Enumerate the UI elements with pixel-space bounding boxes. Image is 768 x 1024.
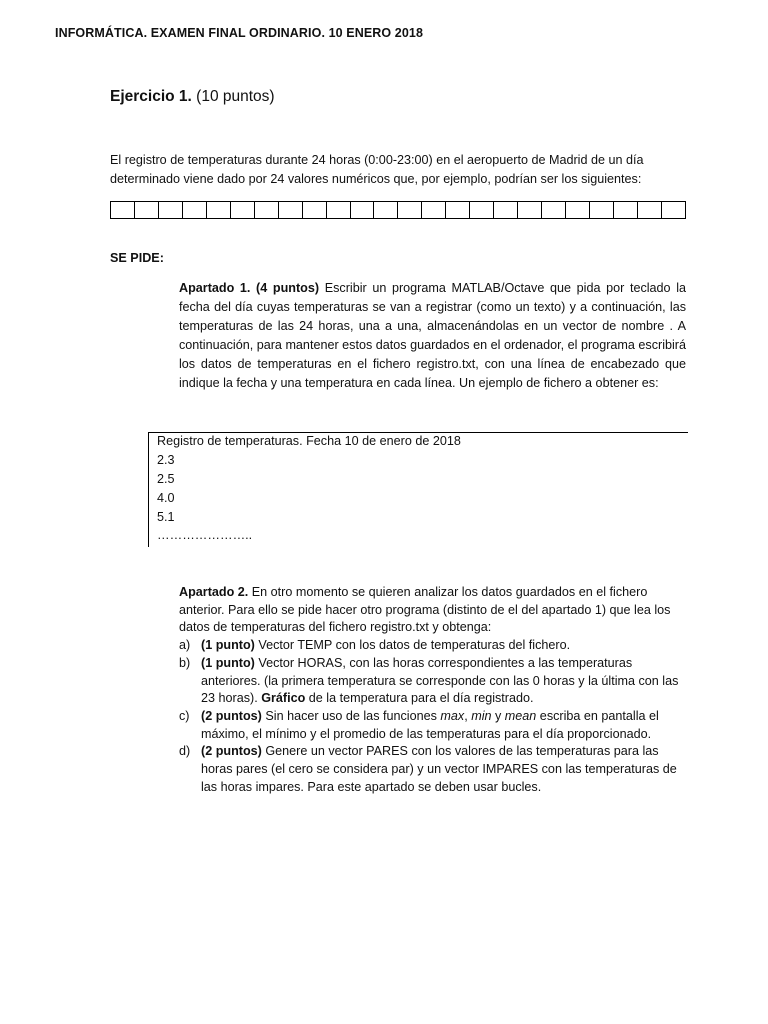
file-line: Registro de temperaturas. Fecha 10 de enero de 2018 [157, 434, 461, 448]
temperature-cell [494, 202, 518, 218]
item-points: (2 puntos) [201, 708, 262, 723]
temperature-cell [518, 202, 542, 218]
temperature-cell [638, 202, 662, 218]
item-label: d) [179, 744, 191, 759]
item-points: (1 punto) [201, 638, 255, 653]
intro-line-1: El registro de temperaturas durante 24 horas (0:00-23:00) en el aeropuerto de Madrid de un día [110, 153, 644, 167]
item-text-end: de la temperatura para el día registrado. [305, 691, 534, 706]
temperature-cell [662, 202, 685, 218]
list-item-a [179, 637, 687, 655]
temperature-cell [614, 202, 638, 218]
apartado-2-section [179, 584, 687, 796]
intro-paragraph [110, 151, 690, 188]
intro-line-2: determinado viene dado por 24 valores numéricos que, por ejemplo, podrían ser los siguientes: [110, 171, 642, 186]
file-example-box [148, 432, 688, 547]
se-pide-heading: SE PIDE: [110, 251, 164, 265]
item-text-end: escriba en pantalla el máximo, el mínimo y el promedio de las temperaturas para el día proporcionado. [201, 708, 659, 741]
apartado-2-text: En otro momento se quieren analizar los datos guardados en el fichero anterior. Para ello se pide hacer otro programa (distinto de el del apartado 1) que lea los datos de temperaturas del fichero registro.txt y obtenga: [179, 585, 671, 635]
exercise-title [110, 88, 275, 106]
file-line: ………………….. [157, 528, 253, 542]
temperature-cell [566, 202, 590, 218]
apartado-2-title: Apartado 2. [179, 585, 249, 599]
temperature-cell [183, 202, 207, 218]
list-item-d [179, 743, 687, 796]
file-line: 2.5 [157, 472, 175, 486]
temperature-cell [255, 202, 279, 218]
exercise-points: (10 puntos) [196, 88, 275, 105]
item-label: b) [179, 655, 191, 670]
item-text: Genere un vector PARES con los valores de las temperaturas para las horas pares (el cero se considera par) y un vector IMPARES con las temperaturas de las horas impares. Para este apartado se deben usar bucles. [201, 744, 677, 794]
item-text: Vector TEMP con los datos de temperaturas del fichero. [254, 638, 571, 653]
apartado-1-title: Apartado 1. (4 puntos) [179, 281, 320, 295]
item-sep: y [491, 708, 505, 723]
temperature-cell [542, 202, 566, 218]
apartado-1-paragraph [179, 279, 686, 393]
file-line: 4.0 [157, 491, 175, 505]
item-text: Vector HORAS, con las horas correspondientes a las temperaturas anteriores. (la primera temperatura se corresponde con las 0 horas y la última con las 23 horas). [201, 655, 679, 706]
file-line: 2.3 [157, 453, 175, 467]
temperature-cell [590, 202, 614, 218]
item-label: c) [179, 708, 190, 723]
temperature-cell [374, 202, 398, 218]
item-label: a) [179, 638, 191, 653]
temperature-cell [398, 202, 422, 218]
item-emphasis: Gráfico [261, 691, 306, 706]
temperature-cell [303, 202, 327, 218]
function-min: min [471, 708, 492, 723]
temperature-cell [351, 202, 375, 218]
apartado-2-intro [179, 584, 687, 637]
exercise-number: Ejercicio 1. [110, 88, 192, 105]
temperature-cell [279, 202, 303, 218]
list-item-b [179, 655, 687, 708]
apartado-1-text: Escribir un programa MATLAB/Octave que pida por teclado la fecha del día cuyas temperaturas se van a registrar (como un texto) y a continuación, las temperaturas de las 24 horas, una a una, almacenándolas en un vector de nombre . A continuación, para mantener estos datos guardados en el ordenador, el programa escribirá los datos de temperaturas en el fichero registro.txt, con una línea de encabezado que indique la fecha y una temperatura en cada línea. Un ejemplo de fichero a obtener es: [179, 281, 686, 390]
temperature-cell [159, 202, 183, 218]
temperature-cell [446, 202, 470, 218]
temperature-cell [111, 202, 135, 218]
temperature-cell [422, 202, 446, 218]
function-mean: mean [504, 708, 537, 723]
file-line: 5.1 [157, 510, 175, 524]
item-text: Sin hacer uso de las funciones [261, 708, 441, 723]
temperature-cell [327, 202, 351, 218]
item-sep: , [464, 708, 472, 723]
temperature-cell [231, 202, 255, 218]
function-max: max [440, 708, 465, 723]
temperature-grid [110, 201, 686, 219]
temperature-cell [207, 202, 231, 218]
list-item-c [179, 708, 687, 743]
exam-header: INFORMÁTICA. EXAMEN FINAL ORDINARIO. 10 ENERO 2018 [55, 26, 424, 40]
temperature-cell [470, 202, 494, 218]
item-points: (1 punto) [201, 655, 255, 670]
temperature-cell [135, 202, 159, 218]
item-points: (2 puntos) [201, 744, 262, 759]
